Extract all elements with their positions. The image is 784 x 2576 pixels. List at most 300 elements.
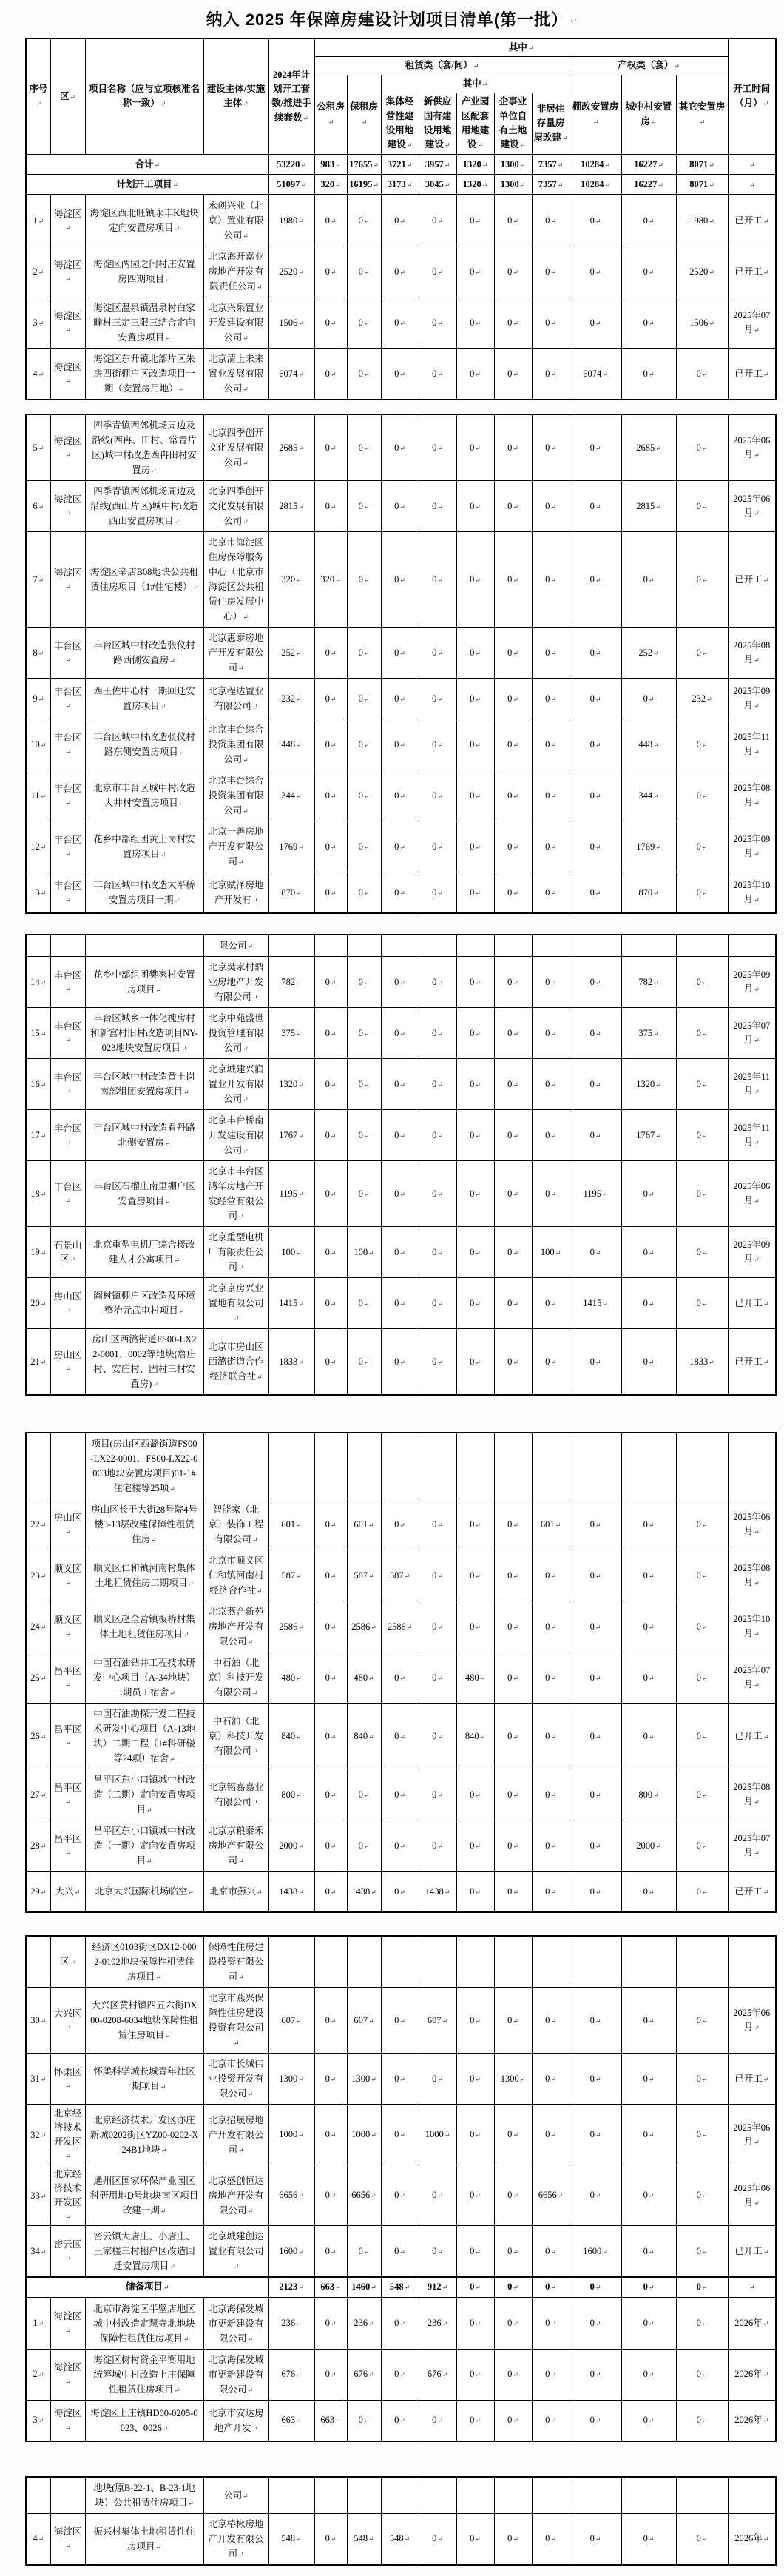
- cell-value: 0 ↵: [570, 2349, 621, 2400]
- col-group-among: 其中 ↵: [314, 38, 728, 57]
- cell-value: 1300 ↵: [347, 2054, 381, 2105]
- cell-project: 四季青镇西郊机场周边及沿线(西冉、田村、常青片区)城中村改造西冉田村安置房 ↵: [85, 414, 203, 481]
- cell-value: 0 ↵: [347, 2226, 381, 2278]
- cell-district: 顺义区 ↵: [50, 1550, 85, 1601]
- cell-value: [676, 2477, 728, 2514]
- cell-value: 1980 ↵: [676, 195, 728, 246]
- plan-table-page-5: [25, 1935, 777, 2441]
- cell-value: 0 ↵: [676, 2226, 728, 2278]
- cell-project: 丰台区城中村改造太平桥安置房项目一期 ↵: [85, 872, 203, 914]
- cell-value: 2685 ↵: [268, 414, 314, 481]
- cell-value: [621, 2477, 676, 2514]
- cell-value: 0 ↵: [570, 195, 621, 246]
- cell-value: 0 ↵: [621, 349, 676, 400]
- cell-value: 1320 ↵: [621, 1059, 676, 1110]
- cell-start-time: 已开工 ↵: [728, 195, 776, 246]
- cell-value: 0 ↵: [494, 297, 532, 349]
- cell-value: 1438 ↵: [347, 1872, 381, 1913]
- cell-value: 0 ↵: [381, 1499, 419, 1550]
- cell-value: 0 ↵: [419, 2226, 456, 2278]
- col-affordable-rental: 保租房 ↵: [347, 75, 381, 154]
- cell-value: 0 ↵: [381, 1227, 419, 1278]
- cell-value: 0 ↵: [381, 349, 419, 400]
- table-row: [26, 1227, 776, 1278]
- cell-value: 0 ↵: [381, 2226, 419, 2278]
- cell-value: 0 ↵: [314, 414, 347, 481]
- cell-value: 0 ↵: [494, 2165, 532, 2226]
- cell-builder: 北京四季创开文化发展有限公司 ↵: [203, 414, 268, 481]
- cell-value: 840 ↵: [268, 1704, 314, 1769]
- cell-value: 0 ↵: [532, 1652, 570, 1704]
- cell-start-time: [728, 2277, 776, 2297]
- cell-value: 0 ↵: [494, 1988, 532, 2054]
- cell-seq: 26 ↵: [26, 1704, 50, 1769]
- cell-builder: 北京燕合新苑房地产开发有限公司 ↵: [203, 1601, 268, 1652]
- cell-value: 1195 ↵: [570, 1161, 621, 1227]
- cell-seq: 4 ↵: [26, 349, 50, 400]
- cell-builder: 北京海保发城市更新建设有限公司 ↵: [203, 2298, 268, 2350]
- cell-value: 0 ↵: [494, 1008, 532, 1059]
- cell-builder: 北京盛创恒达房地产开发有限公司 ↵: [203, 2165, 268, 2226]
- cell-value: 0 ↵: [456, 2298, 494, 2350]
- cell-builder: 北京市房山区西潞街道合作经济联合社 ↵: [203, 1329, 268, 1396]
- cell-district: 丰台区 ↵: [50, 1008, 85, 1059]
- cell-value: [347, 1936, 381, 1988]
- cell-value: 0 ↵: [419, 1704, 456, 1769]
- cell-district: 房山区 ↵: [50, 1499, 85, 1550]
- cell-seq: 30 ↵: [26, 1988, 50, 2054]
- cell-value: 0 ↵: [570, 414, 621, 481]
- cell-value: [268, 935, 314, 957]
- cell-start-time: 2025年11月 ↵: [728, 1110, 776, 1161]
- cell-value: 0 ↵: [456, 1110, 494, 1161]
- cell-value: 0 ↵: [347, 349, 381, 400]
- row-label: 储备项目 ↵: [26, 2277, 268, 2297]
- table-row: [26, 1652, 776, 1704]
- cell-seq: [26, 935, 50, 957]
- cell-value: 0 ↵: [532, 2105, 570, 2165]
- cell-district: 海淀区 ↵: [50, 246, 85, 297]
- cell-seq: 25 ↵: [26, 1652, 50, 1704]
- cell-seq: 27 ↵: [26, 1769, 50, 1820]
- cell-start-time: 已开工 ↵: [728, 246, 776, 297]
- table-row: [26, 532, 776, 628]
- cell-value: 0 ↵: [314, 297, 347, 349]
- cell-value: 1320 ↵: [268, 1059, 314, 1110]
- cell-project: 阎村镇棚户区改造及环境整治元武屯村项目 ↵: [85, 1278, 203, 1329]
- cell-district: 海淀区 ↵: [50, 349, 85, 400]
- cell-value: 1300 ↵: [494, 155, 532, 175]
- cell-value: 0 ↵: [419, 719, 456, 770]
- cell-value: 800 ↵: [621, 1769, 676, 1820]
- cell-value: 0 ↵: [314, 719, 347, 770]
- cell-value: [314, 1936, 347, 1988]
- cell-value: 0 ↵: [381, 1872, 419, 1913]
- col-start-time: 开工时间（月） ↵: [728, 38, 776, 155]
- cell-district: 海淀区 ↵: [50, 297, 85, 349]
- cell-value: 0 ↵: [532, 2277, 570, 2297]
- cell-value: 0 ↵: [419, 1769, 456, 1820]
- cell-value: 0 ↵: [419, 770, 456, 821]
- cell-start-time: 已开工 ↵: [728, 1704, 776, 1769]
- cell-value: 344 ↵: [268, 770, 314, 821]
- cell-value: 0 ↵: [494, 1769, 532, 1820]
- cell-builder: 保障性住房建设投资有限公司 ↵: [203, 1936, 268, 1988]
- cell-value: 0 ↵: [381, 2298, 419, 2350]
- cell-value: 0 ↵: [570, 1499, 621, 1550]
- cell-value: 1767 ↵: [268, 1110, 314, 1161]
- table-row: [26, 2400, 776, 2441]
- cell-value: 0 ↵: [314, 1601, 347, 1652]
- cell-value: 0 ↵: [381, 719, 419, 770]
- cell-value: 0 ↵: [419, 872, 456, 914]
- cell-value: 0 ↵: [456, 2165, 494, 2226]
- cell-project: 顺义区赵全营镇板桥村集体土地租赁住房项目 ↵: [85, 1601, 203, 1652]
- cell-value: 320 ↵: [314, 532, 347, 628]
- cell-value: 0 ↵: [494, 1499, 532, 1550]
- cell-builder: 北京市长城伟业投资开发有限公司 ↵: [203, 2054, 268, 2105]
- cell-value: 0 ↵: [621, 1988, 676, 2054]
- cell-value: 0 ↵: [494, 1161, 532, 1227]
- col-public-rental: 公租房 ↵: [314, 75, 347, 154]
- cell-value: 0 ↵: [532, 1329, 570, 1396]
- cell-builder: 限公司 ↵: [203, 935, 268, 957]
- summary-row: [26, 2277, 776, 2297]
- cell-value: 0 ↵: [532, 2298, 570, 2350]
- cell-district: 丰台区 ↵: [50, 872, 85, 914]
- cell-value: 16227 ↵: [621, 175, 676, 195]
- cell-project: 海淀区上庄镇HD00-0205-0023、0026 ↵: [85, 2400, 203, 2441]
- cell-value: 782 ↵: [268, 957, 314, 1008]
- cell-value: [456, 1936, 494, 1988]
- cell-project: 海淀区西北旺镇永丰K地块定向安置房项目 ↵: [85, 195, 203, 246]
- cell-value: 0 ↵: [314, 2105, 347, 2165]
- cell-value: 0 ↵: [347, 821, 381, 872]
- cell-value: 0 ↵: [570, 957, 621, 1008]
- cell-value: 0 ↵: [532, 195, 570, 246]
- cell-value: 0 ↵: [676, 1059, 728, 1110]
- table-row: [26, 1704, 776, 1769]
- cell-value: 0 ↵: [381, 1110, 419, 1161]
- cell-start-time: 2026年 ↵: [728, 2400, 776, 2441]
- cell-value: 0 ↵: [532, 246, 570, 297]
- cell-value: 0 ↵: [621, 297, 676, 349]
- cell-value: 1000 ↵: [268, 2105, 314, 2165]
- cell-value: 0 ↵: [419, 679, 456, 719]
- cell-value: 0 ↵: [381, 246, 419, 297]
- cell-value: 0 ↵: [456, 2400, 494, 2441]
- cell-value: 0 ↵: [456, 297, 494, 349]
- cell-value: 0 ↵: [381, 2165, 419, 2226]
- cell-value: 0 ↵: [347, 770, 381, 821]
- cell-value: 0 ↵: [570, 1988, 621, 2054]
- continuation-row: [26, 2477, 776, 2514]
- cell-seq: 8 ↵: [26, 628, 50, 679]
- cell-value: 0 ↵: [494, 957, 532, 1008]
- cell-value: [532, 1433, 570, 1499]
- cell-value: 0 ↵: [494, 679, 532, 719]
- cell-value: 6074 ↵: [570, 349, 621, 400]
- cell-value: 10284 ↵: [570, 175, 621, 195]
- cell-value: 0 ↵: [570, 1550, 621, 1601]
- cell-value: 480 ↵: [268, 1652, 314, 1704]
- cell-value: 0 ↵: [381, 1820, 419, 1872]
- cell-builder: 北京城建创达置业有限公司 ↵: [203, 2226, 268, 2278]
- cell-value: 0 ↵: [494, 1329, 532, 1396]
- cell-value: 0 ↵: [676, 2105, 728, 2165]
- cell-value: 0 ↵: [621, 246, 676, 297]
- cell-value: 0 ↵: [314, 872, 347, 914]
- cell-value: 0 ↵: [494, 2400, 532, 2441]
- cell-value: 0 ↵: [532, 1988, 570, 2054]
- cell-builder: 北京市燕兴 ↵: [203, 1872, 268, 1913]
- cell-value: 870 ↵: [621, 872, 676, 914]
- cell-value: 0 ↵: [570, 1872, 621, 1913]
- cell-value: [456, 1433, 494, 1499]
- cell-value: 0 ↵: [456, 719, 494, 770]
- cell-value: 0 ↵: [381, 1008, 419, 1059]
- cell-value: [347, 2477, 381, 2514]
- cell-value: 53220 ↵: [268, 155, 314, 175]
- cell-seq: 20 ↵: [26, 1278, 50, 1329]
- cell-value: 1300 ↵: [494, 2054, 532, 2105]
- cell-seq: 29 ↵: [26, 1872, 50, 1913]
- cell-value: 480 ↵: [347, 1652, 381, 1704]
- cell-value: 0 ↵: [381, 770, 419, 821]
- cell-value: 676 ↵: [347, 2349, 381, 2400]
- cell-value: 1769 ↵: [621, 821, 676, 872]
- cell-value: 6656 ↵: [347, 2165, 381, 2226]
- cell-value: 0 ↵: [419, 2165, 456, 2226]
- cell-value: 0 ↵: [381, 1161, 419, 1227]
- cell-builder: 永创兴业（北京）置业有限公司 ↵: [203, 195, 268, 246]
- cell-value: [494, 1936, 532, 1988]
- cell-value: 0 ↵: [494, 872, 532, 914]
- cell-value: 0 ↵: [676, 1008, 728, 1059]
- document-title: 纳入 2025 年保障房建设计划项目清单(第一批） ↵: [0, 7, 784, 30]
- continuation-row: [26, 1936, 776, 1988]
- cell-value: 0 ↵: [314, 1820, 347, 1872]
- cell-value: [494, 2477, 532, 2514]
- cell-seq: 21 ↵: [26, 1329, 50, 1396]
- cell-project: 昌平区东小口镇城中村改造（二期）定向安置房项目 ↵: [85, 1769, 203, 1820]
- cell-start-time: 2026年 ↵: [728, 2349, 776, 2400]
- cell-value: 0 ↵: [494, 2226, 532, 2278]
- table-row: [26, 1499, 776, 1550]
- cell-builder: 北京海保发城市更新建设有限公司 ↵: [203, 2349, 268, 2400]
- cell-district: 丰台区 ↵: [50, 1110, 85, 1161]
- cell-value: 0 ↵: [532, 821, 570, 872]
- cell-value: 0 ↵: [381, 1988, 419, 2054]
- cell-value: 0 ↵: [456, 628, 494, 679]
- cell-district: 丰台区 ↵: [50, 770, 85, 821]
- cell-value: 0 ↵: [532, 872, 570, 914]
- table-row: [26, 2054, 776, 2105]
- cell-value: 0 ↵: [419, 821, 456, 872]
- cell-value: 0 ↵: [532, 349, 570, 400]
- cell-value: 0 ↵: [347, 195, 381, 246]
- cell-builder: 智能家（北京）装饰工程有限公司 ↵: [203, 1499, 268, 1550]
- table-row: [26, 1008, 776, 1059]
- cell-value: 548 ↵: [268, 2513, 314, 2565]
- cell-value: 0 ↵: [621, 679, 676, 719]
- cell-start-time: 已开工 ↵: [728, 2054, 776, 2105]
- cell-seq: 23 ↵: [26, 1550, 50, 1601]
- cell-value: 1506 ↵: [676, 297, 728, 349]
- cell-value: 0 ↵: [621, 2298, 676, 2350]
- plan-table-page-2: [25, 414, 777, 914]
- cell-value: 0 ↵: [570, 481, 621, 532]
- cell-value: 0 ↵: [314, 1227, 347, 1278]
- cell-seq: 4 ↵: [26, 2513, 50, 2565]
- cell-value: 0 ↵: [314, 1704, 347, 1769]
- col-group-rental: 租赁类（套/间） ↵: [314, 57, 570, 75]
- cell-value: 587 ↵: [347, 1550, 381, 1601]
- cell-value: 800 ↵: [268, 1769, 314, 1820]
- cell-value: 983 ↵: [314, 155, 347, 175]
- cell-value: 0 ↵: [676, 1499, 728, 1550]
- col-group-rental-among: 其中 ↵: [381, 75, 570, 93]
- table-row: [26, 481, 776, 532]
- cell-value: 0 ↵: [532, 481, 570, 532]
- cell-value: 0 ↵: [570, 1008, 621, 1059]
- cell-value: 0 ↵: [676, 1769, 728, 1820]
- continuation-row: [26, 935, 776, 957]
- cell-value: 0 ↵: [621, 2165, 676, 2226]
- cell-value: 0 ↵: [494, 2105, 532, 2165]
- cell-district: 丰台区 ↵: [50, 1161, 85, 1227]
- cell-value: 0 ↵: [494, 1227, 532, 1278]
- cell-district: 怀柔区 ↵: [50, 2054, 85, 2105]
- cell-value: [419, 2477, 456, 2514]
- cell-value: 0 ↵: [419, 195, 456, 246]
- cell-value: [347, 1433, 381, 1499]
- cell-project: 西王佐中心村一期回迁安置房项目 ↵: [85, 679, 203, 719]
- cell-value: 2586 ↵: [268, 1601, 314, 1652]
- table-body: [26, 2477, 776, 2565]
- cell-start-time: 2025年06月 ↵: [728, 1988, 776, 2054]
- cell-value: [570, 2477, 621, 2514]
- cell-value: 3721 ↵: [381, 155, 419, 175]
- cell-value: 1300 ↵: [268, 2054, 314, 2105]
- cell-value: 1460 ↵: [347, 2277, 381, 2297]
- cell-value: 0 ↵: [314, 1988, 347, 2054]
- table-row: [26, 770, 776, 821]
- cell-value: 0 ↵: [570, 770, 621, 821]
- cell-value: 0 ↵: [532, 770, 570, 821]
- table-row: [26, 1329, 776, 1396]
- cell-value: 1300 ↵: [494, 175, 532, 195]
- cell-value: [570, 1433, 621, 1499]
- cell-value: 0 ↵: [314, 1652, 347, 1704]
- cell-value: 2123 ↵: [268, 2277, 314, 2297]
- cell-value: 0 ↵: [494, 2298, 532, 2350]
- cell-builder: 北京赋泽房地产开发有 ↵: [203, 872, 268, 914]
- cell-value: 0 ↵: [494, 1704, 532, 1769]
- cell-project: 海淀区温泉镇温泉村白家疃村三定三限三结合定向安置房项目 ↵: [85, 297, 203, 349]
- cell-start-time: 2025年06月 ↵: [728, 414, 776, 481]
- cell-value: 0 ↵: [532, 2400, 570, 2441]
- cell-value: 1415 ↵: [570, 1278, 621, 1329]
- cell-value: 0 ↵: [347, 872, 381, 914]
- cell-project: 四季青镇西郊机场周边及沿线(西山片区)城中村改造西山安置房项目 ↵: [85, 481, 203, 532]
- cell-project: 房山区长于大街28号院4号楼3-13层改建保障性租赁住房 ↵: [85, 1499, 203, 1550]
- cell-project: 房山区西潞街道FS00-LX22-0001、0002等地块(詹庄村、安庄村、固村三村安置房) ↵: [85, 1329, 203, 1396]
- cell-builder: 中石油（北京）科技开发有限公司 ↵: [203, 1652, 268, 1704]
- cell-builder: 北京招晟房地产开发有限公司 ↵: [203, 2105, 268, 2165]
- cell-value: [381, 1433, 419, 1499]
- cell-project: 经济区0103街区DX12-0002-0102地块保障性租赁住房项目 ↵: [85, 1936, 203, 1988]
- table-row: [26, 1278, 776, 1329]
- cell-value: 0 ↵: [621, 2054, 676, 2105]
- cell-district: 海淀区 ↵: [50, 195, 85, 246]
- cell-value: 0 ↵: [347, 532, 381, 628]
- cell-value: 0 ↵: [621, 1652, 676, 1704]
- cell-builder: 北京铭嘉嘉业有限公司 ↵: [203, 1769, 268, 1820]
- cell-value: [456, 2477, 494, 2514]
- cell-builder: 北京清上未来置业发展有限公司 ↵: [203, 349, 268, 400]
- cell-seq: 18 ↵: [26, 1161, 50, 1227]
- cell-value: 0 ↵: [494, 1110, 532, 1161]
- table-row: [26, 297, 776, 349]
- cell-value: 0 ↵: [494, 1820, 532, 1872]
- cell-value: 100 ↵: [347, 1227, 381, 1278]
- cell-value: [532, 2477, 570, 2514]
- cell-value: 1600 ↵: [570, 2226, 621, 2278]
- cell-value: 10284 ↵: [570, 155, 621, 175]
- cell-value: [347, 935, 381, 957]
- cell-value: 0 ↵: [419, 1601, 456, 1652]
- cell-value: 0 ↵: [570, 1110, 621, 1161]
- cell-value: 663 ↵: [314, 2400, 347, 2441]
- cell-start-time: 已开工 ↵: [728, 1872, 776, 1913]
- cell-value: 0 ↵: [456, 1820, 494, 1872]
- cell-value: 0 ↵: [314, 1872, 347, 1913]
- col-district: 区 ↵: [50, 38, 85, 155]
- cell-value: 448 ↵: [621, 719, 676, 770]
- cell-value: 0 ↵: [347, 297, 381, 349]
- cell-value: 0 ↵: [570, 2400, 621, 2441]
- table-body: [26, 155, 776, 400]
- cell-value: 0 ↵: [456, 1329, 494, 1396]
- cell-value: 0 ↵: [676, 2349, 728, 2400]
- cell-value: 0 ↵: [456, 1550, 494, 1601]
- table-row: [26, 2298, 776, 2350]
- cell-value: 0 ↵: [314, 2298, 347, 2350]
- cell-value: 1000 ↵: [347, 2105, 381, 2165]
- cell-seq: 19 ↵: [26, 1227, 50, 1278]
- cell-start-time: 2025年10月 ↵: [728, 1601, 776, 1652]
- cell-value: [419, 935, 456, 957]
- cell-value: 0 ↵: [532, 2226, 570, 2278]
- cell-builder: 北京市丰台区鸿华房地产开发经营有限公司 ↵: [203, 1161, 268, 1227]
- cell-value: 0 ↵: [532, 1110, 570, 1161]
- cell-project: 丰台区城中村改造张仪村路东侧安置房项目 ↵: [85, 719, 203, 770]
- cell-value: 0 ↵: [419, 1550, 456, 1601]
- cell-seq: 17 ↵: [26, 1110, 50, 1161]
- cell-value: 0 ↵: [419, 1161, 456, 1227]
- cell-district: 海淀区 ↵: [50, 532, 85, 628]
- cell-value: [494, 1433, 532, 1499]
- cell-value: 1320 ↵: [456, 155, 494, 175]
- cell-value: 0 ↵: [494, 821, 532, 872]
- cell-start-time: 2025年08月 ↵: [728, 628, 776, 679]
- cell-value: 1769 ↵: [268, 821, 314, 872]
- cell-value: 236 ↵: [347, 2298, 381, 2350]
- cell-district: 海淀区 ↵: [50, 2349, 85, 2400]
- cell-value: 0 ↵: [381, 628, 419, 679]
- cell-value: 0 ↵: [456, 821, 494, 872]
